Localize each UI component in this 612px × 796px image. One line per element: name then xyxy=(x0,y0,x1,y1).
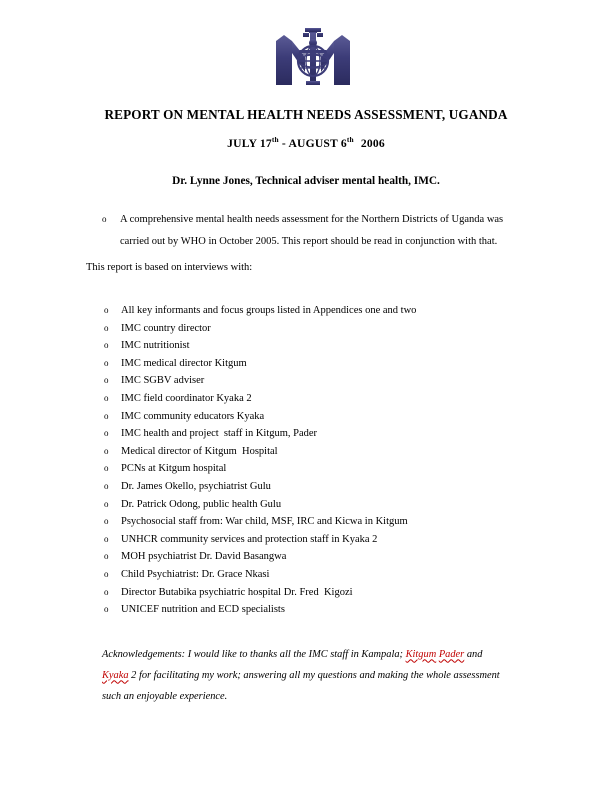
date-start: JULY 17 xyxy=(227,137,272,150)
list-item-label: IMC medical director Kitgum xyxy=(121,357,247,369)
list-item xyxy=(104,408,524,426)
list-item xyxy=(104,320,524,338)
author-line: Dr. Lynne Jones, Technical adviser mental health, IMC. xyxy=(172,175,440,187)
list-item xyxy=(104,302,524,320)
list-item xyxy=(104,425,524,443)
bullet-circle-icon: o xyxy=(104,305,109,315)
list-item-label: Dr. Patrick Odong, public health Gulu xyxy=(121,498,282,510)
list-item-label: Director Butabika psychiatric hospital Dr. Fred Kigozi xyxy=(121,586,353,598)
ack-text-part-1: Acknowledgements: I would like to thanks all the IMC staff in Kampala; xyxy=(102,649,406,661)
spellcheck-error-kitgum[interactable]: Kitgum xyxy=(405,649,437,661)
spellcheck-error-kyaka[interactable]: Kyaka xyxy=(102,670,129,682)
list-item-label: IMC field coordinator Kyaka 2 xyxy=(121,392,252,404)
list-item-label: IMC community educators Kyaka xyxy=(121,410,265,422)
bullet-circle-icon: o xyxy=(104,445,109,456)
bullet-circle-icon: o xyxy=(104,498,109,509)
list-item xyxy=(104,443,524,461)
bullet-circle-icon: o xyxy=(104,410,109,421)
bullet-circle-icon: o xyxy=(104,568,109,579)
list-item xyxy=(104,460,524,478)
list-item xyxy=(104,601,524,619)
list-item xyxy=(104,513,524,531)
list-item xyxy=(104,531,524,549)
bullet-circle-icon: o xyxy=(104,375,109,386)
ack-text-part-3: and xyxy=(464,649,483,661)
date-separator: - xyxy=(278,137,289,150)
list-item-label: UNHCR community services and protection staff in Kyaka 2 xyxy=(121,533,378,545)
list-item-label: PCNs at Kitgum hospital xyxy=(121,463,227,475)
list-item-label: Child Psychiatrist: Dr. Grace Nkasi xyxy=(121,568,270,580)
bullet-circle-icon: o xyxy=(104,551,109,562)
acknowledgements-paragraph xyxy=(102,644,502,707)
spellcheck-error-pader[interactable]: Pader xyxy=(438,649,465,661)
list-item xyxy=(104,478,524,496)
bullet-circle-icon: o xyxy=(104,340,109,351)
list-item-label: UNICEF nutrition and ECD specialists xyxy=(121,604,285,616)
bullet-circle-icon: o xyxy=(102,214,107,224)
imc-m-logo-icon xyxy=(272,23,354,91)
date-year: 2006 xyxy=(360,137,385,150)
list-item-label: Dr. James Okello, psychiatrist Gulu xyxy=(121,480,271,492)
bullet-circle-icon: o xyxy=(104,428,109,439)
bullet-circle-icon: o xyxy=(104,533,109,544)
date-end-ordinal: th xyxy=(346,135,354,145)
list-item xyxy=(104,355,524,373)
ack-text-part-4: 2 for facilitating my work; answering all my questions and making the whole assessment such an enjoyable experience. xyxy=(102,670,500,703)
list-item-label: IMC SGBV adviser xyxy=(121,375,205,387)
list-item xyxy=(104,548,524,566)
bullet-circle-icon: o xyxy=(104,357,109,368)
bullet-circle-icon: o xyxy=(104,586,109,597)
date-start-ordinal: th xyxy=(271,135,279,145)
list-item xyxy=(104,584,524,602)
list-item-label: Psychosocial staff from: War child, MSF, IRC and Kicwa in Kitgum xyxy=(121,516,408,528)
bullet-circle-icon: o xyxy=(104,604,109,615)
page-title: REPORT ON MENTAL HEALTH NEEDS ASSESSMENT, UGANDA xyxy=(104,106,508,122)
list-item xyxy=(104,337,524,355)
date-end: AUGUST 6 xyxy=(288,137,347,150)
interview-intro-line: This report is based on interviews with: xyxy=(86,262,253,273)
list-item xyxy=(102,209,532,252)
list-item-label: A comprehensive mental health needs assessment for the Northern Districts of Uganda was carried out by WHO in October 2005. This report should be read in conjunction with that. xyxy=(120,214,504,247)
list-item-label: MOH psychiatrist Dr. David Basangwa xyxy=(121,551,287,563)
list-item xyxy=(104,372,524,390)
list-item xyxy=(104,496,524,514)
list-item-label: IMC country director xyxy=(121,322,211,334)
intro-note-list xyxy=(102,209,532,252)
report-date-line xyxy=(0,136,612,151)
list-item-label: Medical director of Kitgum Hospital xyxy=(121,445,278,457)
interviewee-list xyxy=(104,302,524,619)
bullet-circle-icon: o xyxy=(104,322,109,333)
list-item-label: IMC health and project staff in Kitgum, Pader xyxy=(121,428,318,440)
list-item xyxy=(104,566,524,584)
bullet-circle-icon: o xyxy=(104,480,109,491)
bullet-circle-icon: o xyxy=(104,463,109,474)
list-item-label: All key informants and focus groups listed in Appendices one and two xyxy=(121,305,417,316)
bullet-circle-icon: o xyxy=(104,392,109,403)
bullet-circle-icon: o xyxy=(104,516,109,527)
list-item-label: IMC nutritionist xyxy=(121,340,190,352)
list-item xyxy=(104,390,524,408)
